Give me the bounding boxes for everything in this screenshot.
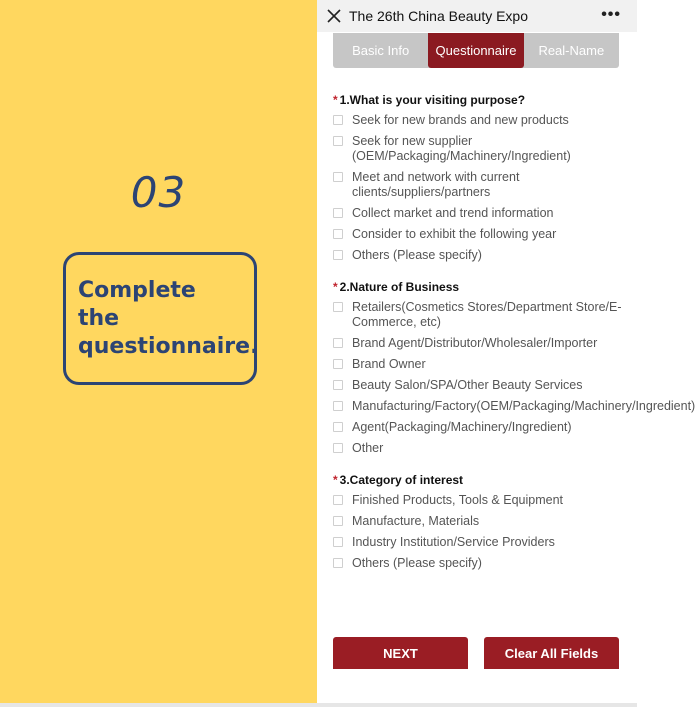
option-row[interactable] xyxy=(333,554,629,575)
question-2 xyxy=(333,279,695,460)
question-title xyxy=(333,472,629,488)
question-3 xyxy=(333,472,629,575)
tab-real-name[interactable]: Real-Name xyxy=(538,43,605,58)
option-label[interactable]: Beauty Salon/SPA/Other Beauty Services xyxy=(352,378,583,392)
option-row[interactable] xyxy=(333,225,629,246)
option-checkbox[interactable] xyxy=(333,208,343,218)
required-asterisk: * xyxy=(333,93,338,107)
option-label[interactable]: Consider to exhibit the following year xyxy=(352,227,557,241)
option-checkbox[interactable] xyxy=(333,359,343,369)
option-checkbox[interactable] xyxy=(333,136,343,146)
option-checkbox[interactable] xyxy=(333,495,343,505)
option-checkbox[interactable] xyxy=(333,338,343,348)
option-label[interactable]: Manufacture, Materials xyxy=(352,514,480,528)
option-row[interactable] xyxy=(333,111,629,132)
option-row[interactable] xyxy=(333,418,629,439)
required-asterisk: * xyxy=(333,473,338,487)
option-row[interactable] xyxy=(333,246,629,267)
question-title-text: 1.What is your visiting purpose? xyxy=(339,93,526,107)
option-row[interactable] xyxy=(333,491,629,512)
option-checkbox[interactable] xyxy=(333,401,343,411)
option-row[interactable] xyxy=(333,397,695,418)
step-callout-box xyxy=(63,252,257,385)
option-row[interactable] xyxy=(333,168,629,204)
option-label[interactable]: Brand Agent/Distributor/Wholesaler/Importer xyxy=(352,336,598,350)
option-checkbox[interactable] xyxy=(333,172,343,182)
option-label[interactable]: Brand Owner xyxy=(352,357,426,371)
question-title-text: 3.Category of interest xyxy=(339,473,464,487)
option-row[interactable] xyxy=(333,355,629,376)
tab-basic-info[interactable]: Basic Info xyxy=(352,43,410,58)
question-title xyxy=(333,279,629,295)
step-number: 03 xyxy=(130,168,187,217)
option-row[interactable] xyxy=(333,512,629,533)
question-1 xyxy=(333,92,629,267)
option-row[interactable] xyxy=(333,298,629,334)
option-row[interactable] xyxy=(333,376,629,397)
option-checkbox[interactable] xyxy=(333,443,343,453)
question-title-text: 2.Nature of Business xyxy=(339,280,460,294)
app-header xyxy=(317,0,637,32)
option-row[interactable] xyxy=(333,439,629,460)
option-checkbox[interactable] xyxy=(333,516,343,526)
close-icon[interactable] xyxy=(325,7,343,25)
option-checkbox[interactable] xyxy=(333,380,343,390)
bottom-divider xyxy=(0,703,637,707)
required-asterisk: * xyxy=(333,280,338,294)
question-title xyxy=(333,92,629,108)
option-row[interactable] xyxy=(333,334,629,355)
left-info-panel xyxy=(0,0,317,703)
option-checkbox[interactable] xyxy=(333,558,343,568)
option-row[interactable] xyxy=(333,533,629,554)
option-row[interactable] xyxy=(333,132,629,168)
callout-line-2: questionnaire. xyxy=(78,333,259,359)
option-label[interactable]: Others (Please specify) xyxy=(352,248,482,262)
option-row[interactable] xyxy=(333,204,629,225)
option-label[interactable]: Collect market and trend information xyxy=(352,206,554,220)
option-label[interactable]: Industry Institution/Service Providers xyxy=(352,535,555,549)
option-checkbox[interactable] xyxy=(333,250,343,260)
option-label[interactable]: Agent(Packaging/Machinery/Ingredient) xyxy=(352,420,572,434)
questionnaire-panel xyxy=(317,0,695,703)
option-label[interactable]: Retailers(Cosmetics Stores/Department Store/E-Commerce, etc) xyxy=(352,300,622,329)
option-label[interactable]: Seek for new brands and new products xyxy=(352,113,569,127)
more-options-icon[interactable]: ••• xyxy=(601,6,621,23)
step-tabs xyxy=(333,33,619,68)
next-button[interactable]: NEXT xyxy=(333,637,468,669)
option-checkbox[interactable] xyxy=(333,229,343,239)
clear-all-fields-button[interactable]: Clear All Fields xyxy=(484,637,619,669)
option-label[interactable]: Meet and network with current clients/suppliers/partners xyxy=(352,170,520,199)
page-title: The 26th China Beauty Expo xyxy=(349,8,529,24)
tab-questionnaire[interactable]: Questionnaire xyxy=(428,33,523,68)
callout-line-1: Complete the xyxy=(78,277,196,331)
step-callout-text xyxy=(78,277,259,361)
option-label[interactable]: Others (Please specify) xyxy=(352,556,482,570)
option-checkbox[interactable] xyxy=(333,537,343,547)
option-checkbox[interactable] xyxy=(333,302,343,312)
option-checkbox[interactable] xyxy=(333,422,343,432)
option-checkbox[interactable] xyxy=(333,115,343,125)
questionnaire-form xyxy=(333,92,695,587)
option-label[interactable]: Finished Products, Tools & Equipment xyxy=(352,493,563,507)
option-label[interactable]: Manufacturing/Factory(OEM/Packaging/Machinery/Ingredient) xyxy=(352,399,695,413)
option-label[interactable]: Seek for new supplier (OEM/Packaging/Machinery/Ingredient) xyxy=(352,134,571,163)
option-label[interactable]: Other xyxy=(352,441,384,455)
